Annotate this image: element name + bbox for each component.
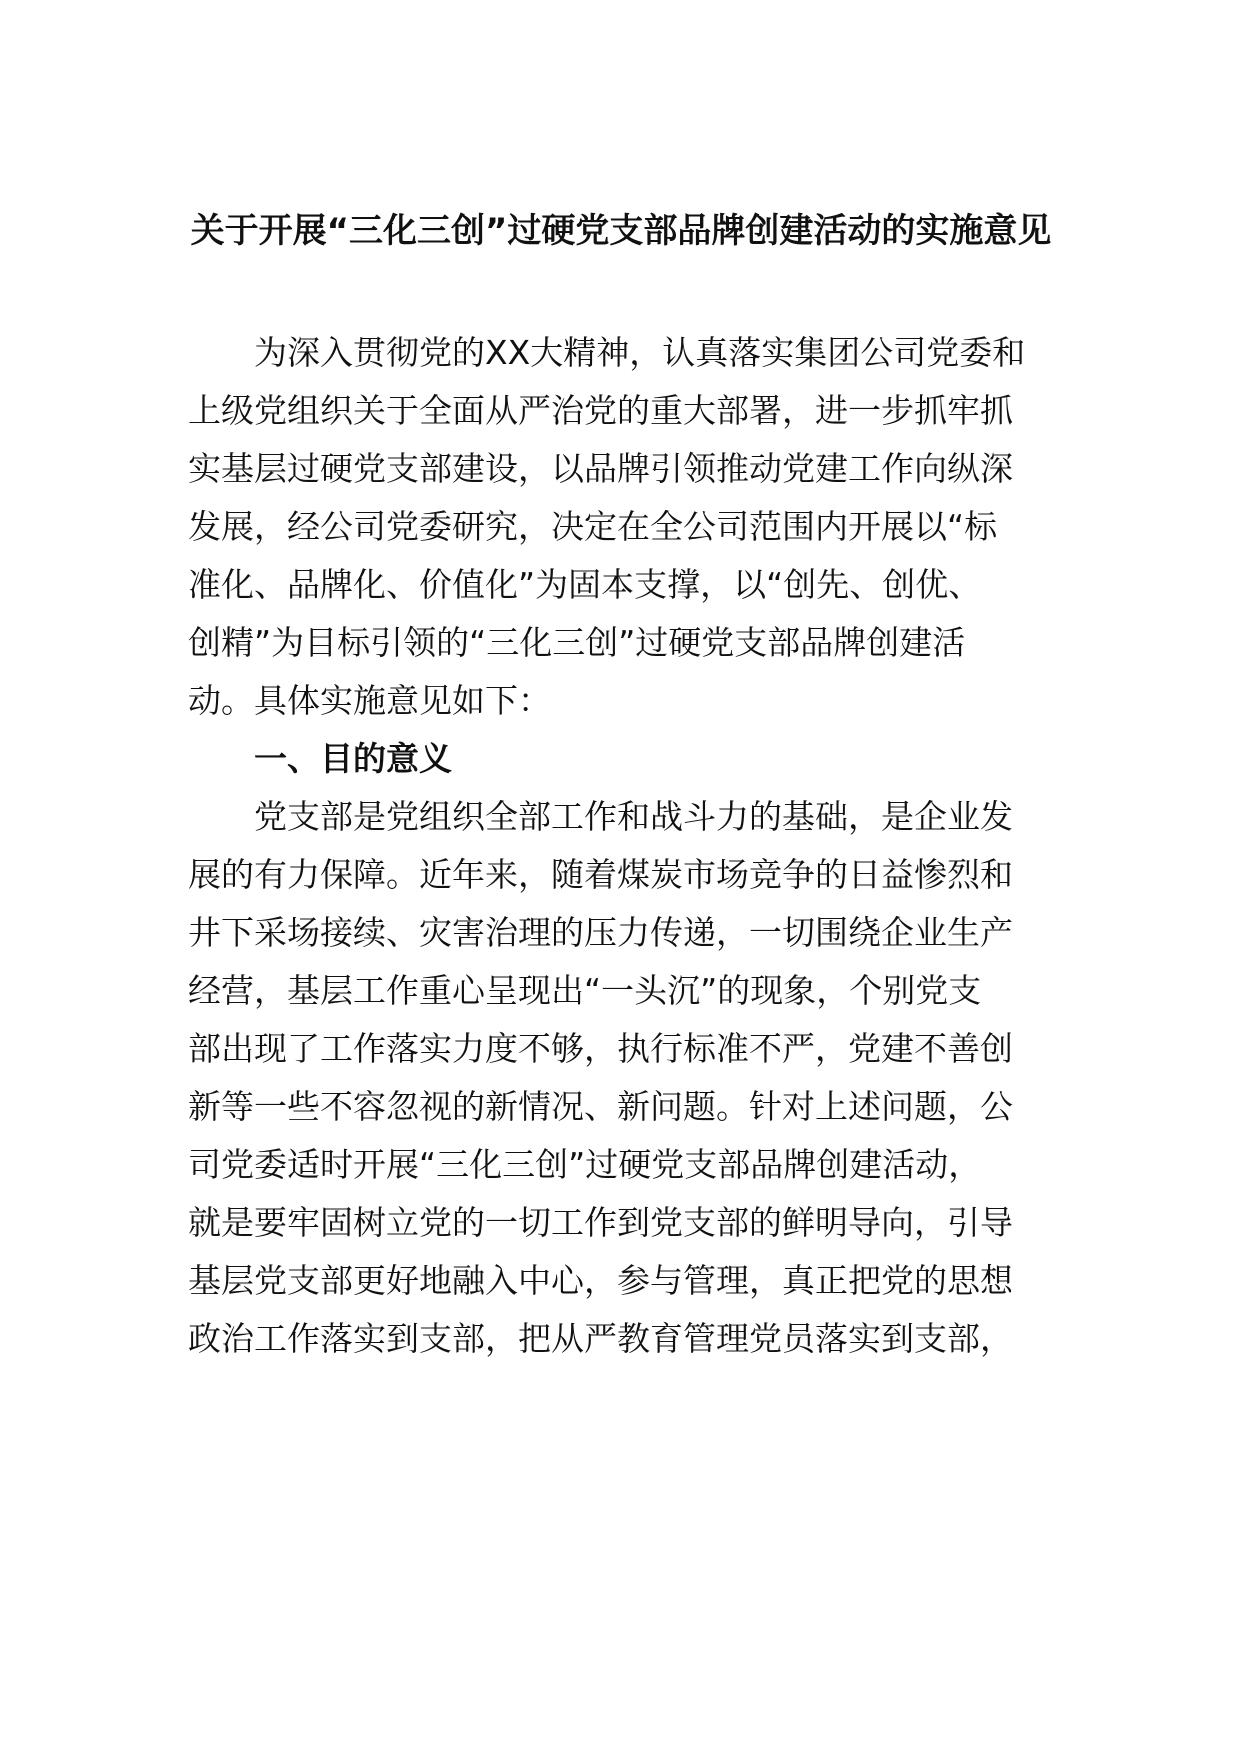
- paragraph-line: 上级党组织关于全面从严治党的重大部署，进一步抓牢抓: [188, 391, 1013, 430]
- paragraph-line: 基层党支部更好地融入中心，参与管理，真正把党的思想: [188, 1261, 1013, 1300]
- paragraph-line: 准化、品牌化、价值化”为固本支撑，以“创先、创优、: [188, 565, 982, 604]
- paragraph-line: 井下采场接续、灾害治理的压力传递，一切围绕企业生产: [188, 913, 1013, 952]
- section-heading: 一、目的意义: [254, 739, 452, 778]
- paragraph-line: 经营，基层工作重心呈现出“一头沉”的现象，个别党支: [188, 971, 982, 1010]
- paragraph-line: 为深入贯彻党的XX大精神，认真落实集团公司党委和: [254, 333, 1026, 372]
- paragraph-line: 实基层过硬党支部建设，以品牌引领推动党建工作向纵深: [188, 449, 1013, 488]
- paragraph-line: 司党委适时开展“三化三创”过硬党支部品牌创建活动，: [188, 1145, 982, 1184]
- paragraph-line: 展的有力保障。近年来，随着煤炭市场竞争的日益惨烈和: [188, 855, 1013, 894]
- paragraph-line: 就是要牢固树立党的一切工作到党支部的鲜明导向，引导: [188, 1203, 1013, 1242]
- paragraph-line: 部出现了工作落实力度不够，执行标准不严，党建不善创: [188, 1029, 1013, 1068]
- document-title: 关于开展“三化三创”过硬党支部品牌创建活动的实施意见: [190, 211, 1052, 251]
- paragraph-line: 党支部是党组织全部工作和战斗力的基础，是企业发: [254, 797, 1013, 836]
- paragraph-line: 新等一些不容忽视的新情况、新问题。针对上述问题，公: [188, 1087, 1013, 1126]
- paragraph-line: 发展，经公司党委研究，决定在全公司范围内开展以“标: [188, 507, 998, 546]
- paragraph-line: 政治工作落实到支部，把从严教育管理党员落实到支部，: [188, 1319, 1013, 1358]
- paragraph-line: 动。具体实施意见如下：: [188, 681, 551, 720]
- paragraph-line: 创精”为目标引领的“三化三创”过硬党支部品牌创建活: [188, 623, 966, 662]
